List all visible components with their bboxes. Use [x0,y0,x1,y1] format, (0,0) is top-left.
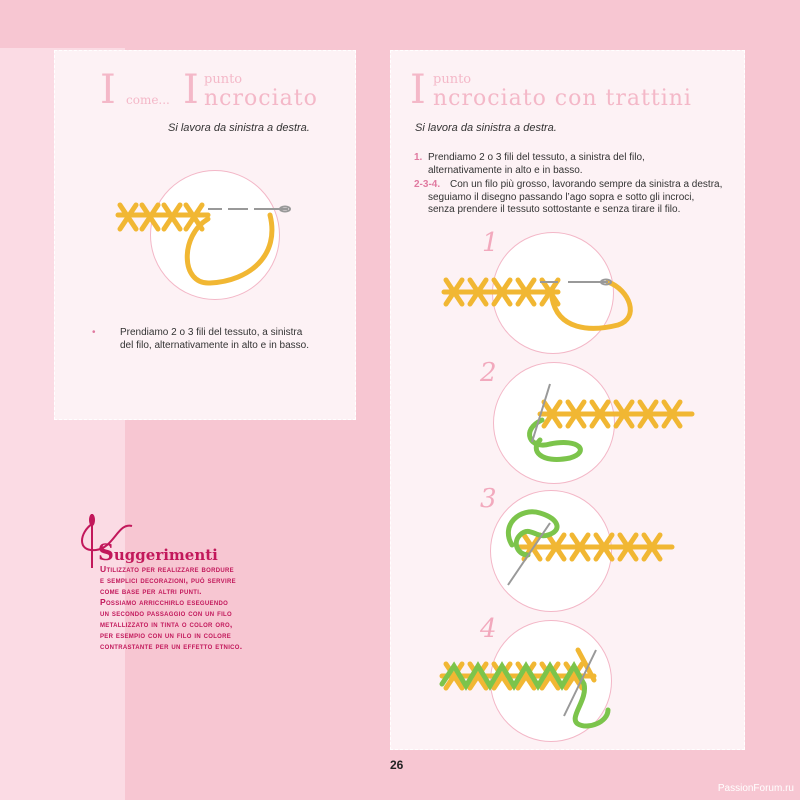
left-bullet-line-2: del filo, alternativamente in alto e in basso. [120,339,309,351]
tips-line: contrastante per un effetto etnico. [100,641,243,651]
left-subtitle: Si lavora da sinistra a destra. [168,122,310,134]
left-bullet-item [92,327,309,352]
left-title-initial: I [100,67,116,113]
background-top [0,0,800,48]
tips-title-initial: S [98,540,114,566]
step-2-illustration [520,380,710,470]
bullet-icon: • [92,327,96,338]
step-1-line-1: Prendiamo 2 o 3 fili del tessuto, a sinistra del filo, [428,152,645,163]
step-4-illustration [438,640,628,730]
right-title-punto: punto [433,72,472,87]
step-2-line-1: Con un filo più grosso, lavorando sempre da sinistra a destra, [450,179,723,190]
tips-line: per esempio con un filo in colore [100,630,232,640]
tips-line: metallizzato in tinta o color oro, [100,619,233,629]
left-stitch-illustration [110,195,300,295]
tips-line: come base per altri punti. [100,586,202,596]
left-bullet-line-1: Prendiamo 2 o 3 fili del tessuto, a sinistra [120,327,303,338]
left-title-punto: punto [204,72,243,87]
step-label-4: 4 [480,614,497,644]
right-step-1 [414,152,744,177]
step-1-number: 1. [414,152,423,163]
step-2-line-3: senza prendere il tessuto sottostante e senza tirare il filo. [428,204,681,215]
watermark: PassionForum.ru [717,783,794,794]
step-1-line-2: alternativamente in alto e in basso. [428,164,583,176]
step-1-illustration [440,270,640,340]
tips-line: e semplici decorazioni, può servire [100,575,236,585]
right-step-2 [414,179,754,217]
step-3-illustration [500,505,690,595]
right-title-rest: ncrociato con trattini [433,86,692,111]
right-subtitle: Si lavora da sinistra a destra. [415,122,557,134]
tips-title [98,540,218,566]
tips-line: un secondo passaggio con un filo [100,608,232,618]
tips-line: Utilizzato per realizzare bordure [100,564,234,574]
step-2-number: 2-3-4. [414,179,441,190]
left-title-rest: ncrociato [204,86,318,111]
page-number: 26 [390,758,404,772]
step-label-3: 3 [480,484,497,514]
step-label-1: 1 [482,228,499,258]
step-2-line-2: seguiamo il disegno passando l’ago sopra e sotto gli incroci, [428,191,695,203]
tips-line: Possiamo arricchirlo eseguendo [100,597,229,607]
left-title-initial2: I [183,67,199,113]
step-label-2: 2 [480,358,497,388]
tips-text [100,564,310,652]
right-title-initial: I [410,67,426,113]
left-title-come: come... [126,93,170,107]
tips-title-rest: uggerimenti [113,546,218,564]
